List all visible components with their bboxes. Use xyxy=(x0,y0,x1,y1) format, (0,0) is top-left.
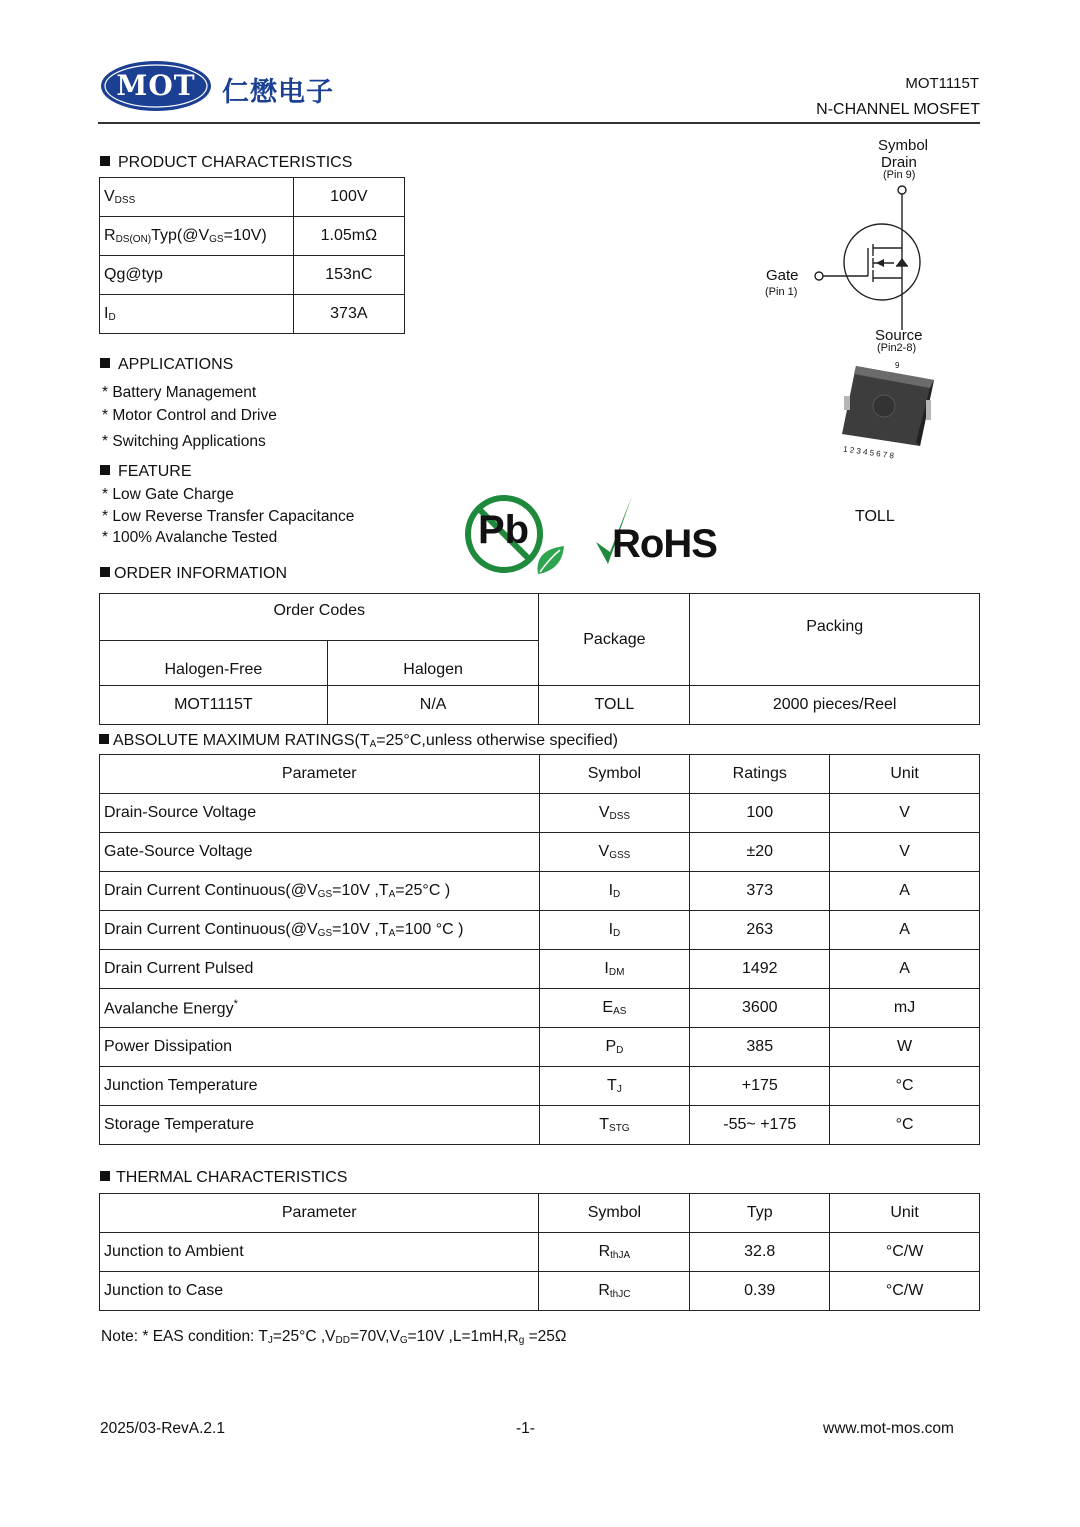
footer-revision: 2025/03-RevA.2.1 xyxy=(100,1420,225,1437)
table-row: Power Dissipation $P_D$ 385 W xyxy=(100,1028,980,1067)
part-number: MOT1115T xyxy=(905,75,979,92)
package-name: TOLL xyxy=(855,508,895,525)
footer-website[interactable]: www.mot-mos.com xyxy=(823,1420,954,1437)
table-row: Avalanche Energy* $E_{AS}$ 3600 mJ xyxy=(100,989,980,1028)
table-row: Junction to Ambient $R_{thJA}$ 32.8 °C/W xyxy=(100,1233,980,1272)
list-item: * Battery Management xyxy=(102,384,257,401)
gate-label: Gate xyxy=(766,267,799,284)
pb-text: Pb xyxy=(478,508,530,552)
order-information-heading: ORDER INFORMATION xyxy=(100,565,287,583)
square-bullet-icon xyxy=(100,156,110,166)
table-header-row: Parameter Symbol Ratings Unit xyxy=(100,755,980,794)
square-bullet-icon xyxy=(100,1171,110,1181)
table-row: Order Codes Package Packing xyxy=(100,594,980,641)
gate-pin-label: (Pin 1) xyxy=(765,286,798,298)
table-row: Drain Current $Continuous(@V_{GS}=10V$ $,T_A=100$ °C ) $I_D$ 263 A xyxy=(100,911,980,950)
drain-pin-label: (Pin 9) xyxy=(883,169,916,181)
table-row: Halogen-Free Halogen xyxy=(100,641,980,686)
footer-page-number: -1- xyxy=(516,1420,535,1437)
table-row: Gate-Source Voltage $V_{GSS}$ ±20 V xyxy=(100,833,980,872)
absolute-maximum-ratings-heading: ABSOLUTE MAXIMUM $RATINGS(T_A=25^\circ C,unless$ otherwise specified) xyxy=(99,732,618,750)
list-item: * Switching Applications xyxy=(102,433,266,450)
table-row: MOT1115T N/A TOLL 2000 pieces/Reel xyxy=(100,686,980,725)
square-bullet-icon xyxy=(100,465,110,475)
symbol-title: Symbol xyxy=(878,137,929,154)
toll-package-icon xyxy=(838,366,938,456)
thermal-characteristics-heading: THERMAL CHARACTERISTICS xyxy=(100,1169,347,1187)
rohs-text: RoHS xyxy=(612,522,717,566)
table-row: $V_{DSS}$ 100V xyxy=(100,178,405,217)
package-top-pin: 9 xyxy=(895,361,900,370)
table-row: Drain Current Pulsed $I_{DM}$ 1492 A xyxy=(100,950,980,989)
table-row: $I_D$ 373A xyxy=(100,295,405,334)
applications-heading: APPLICATIONS xyxy=(100,356,233,374)
table-row: Qg@typ 153nC xyxy=(100,256,405,295)
list-item: * 100% Avalanche Tested xyxy=(102,529,278,546)
source-pin-label: (Pin2-8) xyxy=(877,342,917,354)
table-header-row: Parameter Symbol Typ Unit xyxy=(100,1194,980,1233)
square-bullet-icon xyxy=(100,358,110,368)
feature-heading: FEATURE xyxy=(100,463,191,481)
order-information-table xyxy=(99,593,980,725)
square-bullet-icon xyxy=(100,567,110,577)
eas-condition-note: Note: * EAS condition: $T_J=25^\circ C$ $,V_{DD}=70V,V_G=10V$ $,L=1mH,R_g =25\Omega$ xyxy=(101,1328,567,1346)
table-row: Junction to Case $R_{thJC}$ 0.39 °C/W xyxy=(100,1272,980,1311)
product-characteristics-table xyxy=(99,177,405,334)
product-characteristics-heading: PRODUCT CHARACTERISTICS xyxy=(100,154,352,172)
table-row: $R_{DS(ON)}Typ(@V_{GS}=10V)$ 1.05mΩ xyxy=(100,217,405,256)
list-item: * Motor Control and Drive xyxy=(102,407,277,424)
list-item: * Low Reverse Transfer Capacitance xyxy=(102,508,355,525)
header-divider xyxy=(98,122,980,124)
table-row: Junction Temperature $T_J$ +175 °C xyxy=(100,1067,980,1106)
package-bottom-pins: 1 2 3 4 5 6 7 8 xyxy=(842,444,895,461)
company-name-cn: 仁懋电子 xyxy=(222,77,334,107)
company-logo xyxy=(100,60,212,112)
thermal-characteristics-table xyxy=(99,1193,980,1311)
drain-label: Drain xyxy=(881,154,917,171)
pb-free-badge xyxy=(460,494,572,576)
source-label: Source xyxy=(875,327,923,344)
table-row: Storage Temperature $T_{STG}$ -55~ +175 °C xyxy=(100,1106,980,1145)
mosfet-symbol-icon xyxy=(800,180,940,330)
rohs-badge xyxy=(594,494,734,574)
list-item: * Low Gate Charge xyxy=(102,486,234,503)
device-type: N-CHANNEL MOSFET xyxy=(816,101,980,118)
table-row: Drain-Source Voltage $V_{DSS}$ 100 V xyxy=(100,794,980,833)
absolute-maximum-ratings-table xyxy=(99,754,980,1145)
table-row: Drain Current $Continuous(@V_{GS}=10V$ $,T_A=25^\circ C$ ) $I_D$ 373 A xyxy=(100,872,980,911)
logo-text: MOT xyxy=(116,69,196,102)
square-bullet-icon xyxy=(99,734,109,744)
